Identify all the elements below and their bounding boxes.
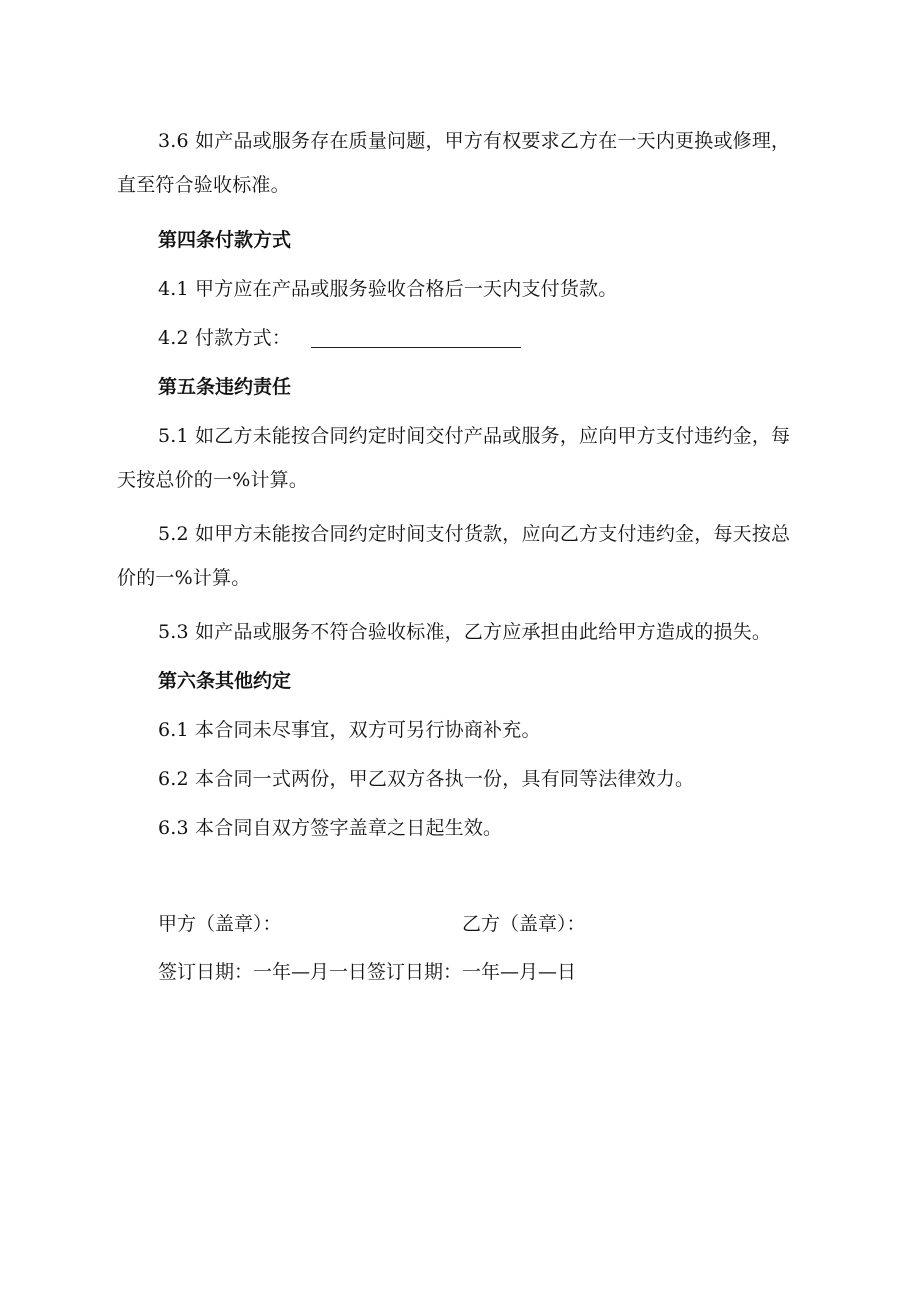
clause-5-3: 5.3 如产品或服务不符合验收标准，乙方应承担由此给甲方造成的损失。 bbox=[158, 621, 772, 643]
clause-4-2 bbox=[117, 316, 807, 360]
payment-method-blank bbox=[311, 327, 521, 348]
clause-5-2: 5.2 如甲方未能按合同约定时间支付货款，应向乙方支付违约金，每天按总价的一%计算。 bbox=[117, 523, 791, 589]
clause-3-6: 3.6 如产品或服务存在质量问题，甲方有权要求乙方在一天内更换或修理，直至符合验收标准。 bbox=[117, 130, 791, 196]
article-6-heading: 第六条其他约定 bbox=[158, 670, 292, 692]
clause-4-1: 4.1 甲方应在产品或服务验收合格后一天内支付货款。 bbox=[158, 278, 618, 300]
clause-6-1: 6.1 本合同未尽事宜，双方可另行协商补充。 bbox=[158, 719, 541, 741]
party-b-seal-label: 乙方（盖章）： bbox=[462, 913, 586, 935]
clause-6-3: 6.3 本合同自双方签字盖章之日起生效。 bbox=[158, 817, 503, 839]
clause-4-2-text: 4.2 付款方式： bbox=[158, 327, 292, 349]
clause-5-1: 5.1 如乙方未能按合同约定时间交付产品或服务，应向甲方支付违约金，每天按总价的一%计算。 bbox=[117, 425, 791, 491]
article-4-heading: 第四条付款方式 bbox=[158, 229, 292, 251]
party-a-seal-label: 甲方（盖章）： bbox=[158, 913, 282, 935]
clause-6-2: 6.2 本合同一式两份，甲乙双方各执一份，具有同等法律效力。 bbox=[158, 768, 695, 790]
article-5-heading: 第五条违约责任 bbox=[158, 376, 292, 398]
signing-dates-line: 签订日期：一年—月一日签订日期：一年—月—日 bbox=[158, 961, 577, 983]
